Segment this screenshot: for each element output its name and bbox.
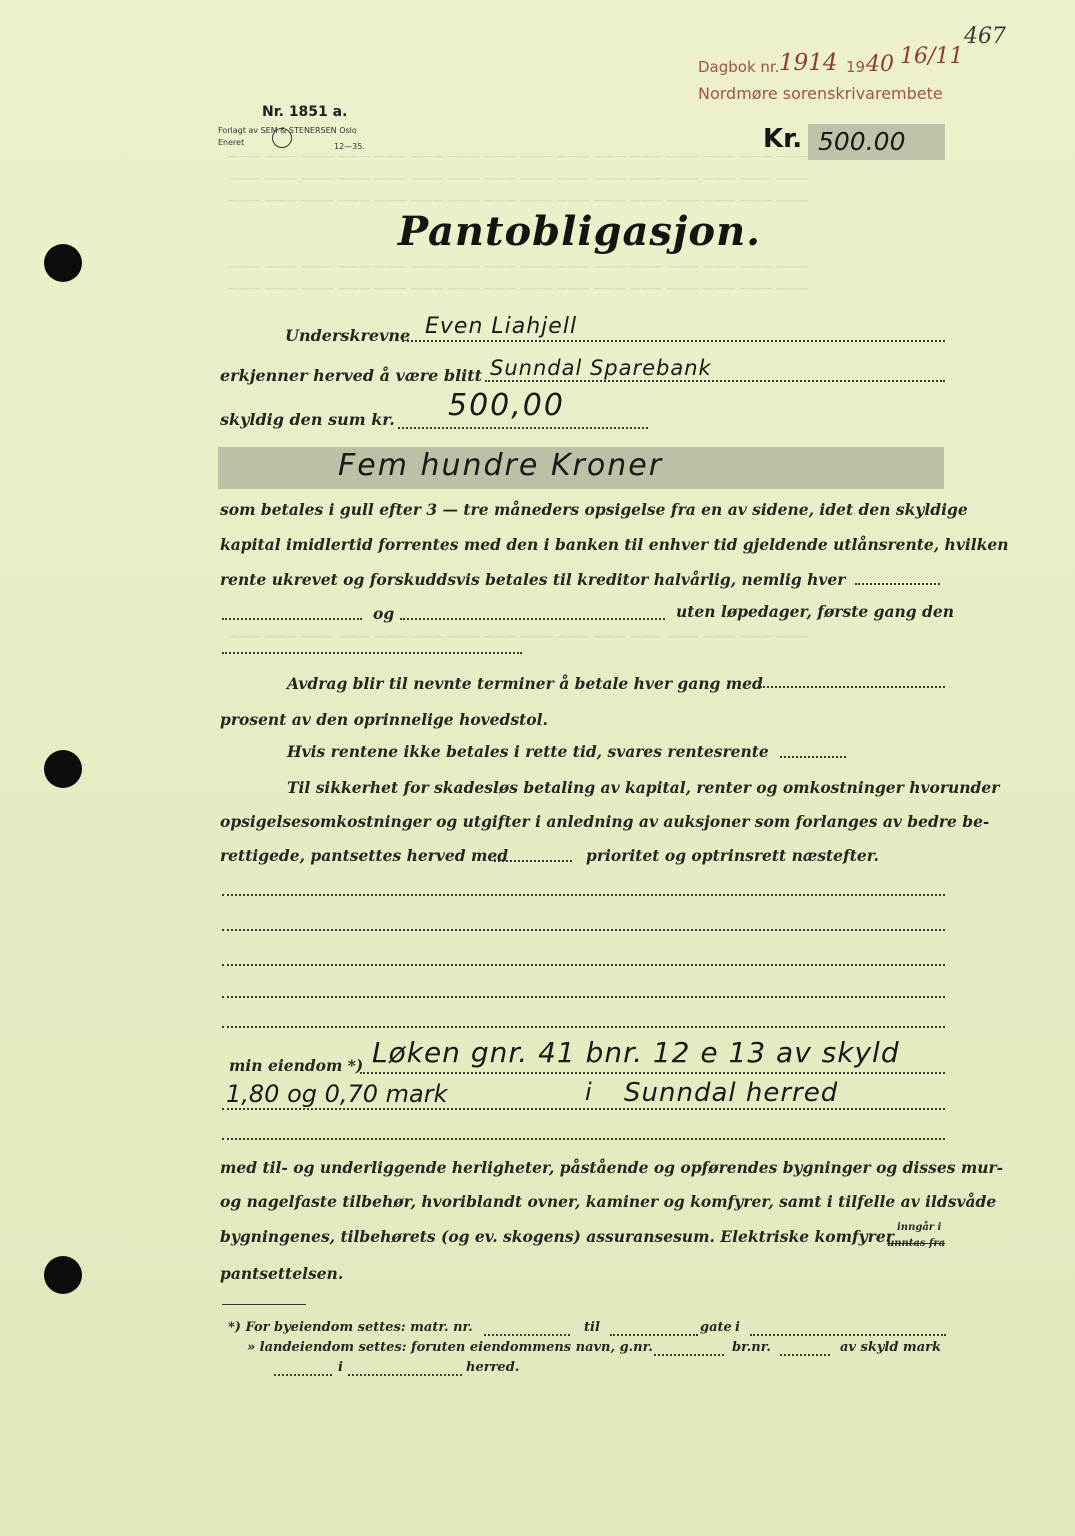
closing-line-3: bygningenes, tilbehørets (og ev. skogens) assuransesum. Elektriske komfyrer: [220, 1227, 894, 1246]
blank-line-5: [222, 1026, 945, 1028]
punch-hole-top: [44, 244, 82, 282]
stamp-date: 16/11: [900, 44, 964, 69]
security-line-2: opsigelsesomkostninger og utgifter i anledning av auksjoner som forlanges av bedre be-: [220, 812, 990, 831]
property-dots-2: [222, 1108, 945, 1110]
kr-amount-value: 500.00: [818, 127, 906, 156]
publisher-city: Oslo: [339, 126, 357, 135]
rente-dots: [780, 756, 846, 758]
year-prefix: 19: [846, 58, 866, 76]
blank-line-2: [222, 929, 945, 931]
creditor-name: Sunndal Sparebank: [490, 356, 712, 380]
priority-dots: [494, 860, 572, 862]
security-line-3b: prioritet og optrinsrett næstefter.: [586, 846, 879, 865]
sum-in-words: Fem hundre Kroner: [338, 448, 664, 483]
kr-label: Kr.: [763, 124, 803, 154]
property-dots-3: [222, 1138, 945, 1140]
avdrag-dots: [760, 686, 945, 688]
sum-dots: [398, 427, 648, 429]
court-office: Nordmøre sorenskrivarembete: [698, 84, 943, 103]
footnote-dots-5: [780, 1354, 830, 1356]
footnote-line-3a: i: [338, 1360, 343, 1375]
terms-line-3: rente ukrevet og forskuddsvis betales til kreditor halvårlig, nemlig hver: [220, 570, 846, 589]
footnote-line-1c: gate: [700, 1320, 732, 1335]
debtor-name: Even Liahjell: [425, 314, 578, 339]
footnote-line-2b: br.nr.: [732, 1340, 771, 1355]
terms-line-4: uten løpedager, første gang den: [676, 602, 954, 621]
rente-line: Hvis rentene ikke betales i rette tid, svares rentesrente: [287, 742, 769, 761]
footnote-line-1a: *) For byeiendom settes: matr. nr.: [228, 1320, 473, 1335]
blank-line-4: [222, 996, 945, 998]
footnote-line-1b: til: [584, 1320, 600, 1335]
show-through-text: ——— ——— ——— ——— ——— ——— ——— ——— ——— ——— ——— ——— ——— ——— ——— ———: [228, 150, 809, 163]
creditor-label: erkjenner herved å være blitt: [220, 366, 483, 385]
terms-line-1: som betales i gull efter 3 — tre måneders opsigelse fra en av sidene, idet den skyldige: [220, 500, 968, 519]
closing-line-1: med til- og underliggende herligheter, påstående og opførendes bygninger og disses mur-: [220, 1158, 1004, 1177]
sum-value: 500,00: [448, 388, 565, 423]
footnote-line-3b: herred.: [466, 1360, 520, 1375]
footnote-line-1d: i: [735, 1320, 740, 1335]
terms-line-2: kapital imidlertid forrentes med den i banken til enhver tid gjeldende utlånsrente, hvilken: [220, 535, 1009, 554]
punch-hole-bottom: [44, 1256, 82, 1294]
blank-line-1: [222, 894, 945, 896]
show-through-text: ——— ——— ——— ——— ——— ——— ——— ——— ——— ——— ——— ——— ——— ——— ——— ———: [228, 172, 809, 185]
property-dots-1: [360, 1072, 945, 1074]
publisher-eneret: Eneret: [218, 138, 245, 147]
document-title: Pantobligasjon.: [398, 208, 762, 255]
closing-line-4: pantsettelsen.: [220, 1264, 344, 1283]
punch-hole-middle: [44, 750, 82, 788]
show-through-text: ——— ——— ——— ——— ——— ——— ——— ——— ——— ——— ——— ——— ——— ——— ——— ———: [228, 260, 809, 273]
avdrag-line: Avdrag blir til nevnte terminer å betale hver gang med: [287, 674, 763, 693]
terms-line-4-dots-a: [222, 618, 362, 620]
folio-number: 467: [964, 24, 1006, 49]
show-through-text: ——— ——— ——— ——— ——— ——— ——— ——— ——— ——— ——— ——— ——— ——— ——— ———: [228, 630, 809, 643]
property-line-1: Løken gnr. 41 bnr. 12 e 13 av skyld: [372, 1036, 900, 1069]
dagbok-number: 1914: [779, 50, 838, 76]
terms-og: og: [373, 604, 395, 623]
unntas-option: unntas fra: [887, 1238, 946, 1249]
form-number: Nr. 1851 a.: [262, 104, 348, 120]
footnote-dots-1: [484, 1334, 570, 1336]
footnote-dots-6: [274, 1374, 332, 1376]
sum-label: skyldig den sum kr.: [220, 410, 395, 429]
debtor-dots: [402, 340, 945, 342]
property-line-2a: 1,80 og 0,70 mark: [226, 1080, 448, 1108]
prosent-line: prosent av den oprinnelige hovedstol.: [220, 710, 548, 729]
property-line-2b: i: [585, 1078, 592, 1106]
dagbok-label: Dagbok nr.: [698, 58, 780, 76]
footnote-dots-3: [750, 1334, 946, 1336]
year-suffix: 40: [866, 52, 894, 77]
terms-line-4-dots-b: [400, 618, 665, 620]
publisher-date: 12—35.: [334, 142, 365, 151]
footnote-dots-4: [654, 1354, 724, 1356]
inngaar-option: inngår i: [897, 1222, 942, 1233]
terms-line-5-dots: [222, 652, 522, 654]
publisher-logo: [272, 128, 292, 148]
footnote-line-2a: » landeiendom settes: foruten eiendommens navn, g.nr.: [247, 1340, 653, 1355]
publisher-name: Forlagt av SEM & STENERSEN: [218, 126, 340, 135]
terms-line-3-dots: [855, 583, 940, 585]
footnote-dots-7: [348, 1374, 462, 1376]
creditor-dots: [485, 380, 945, 382]
property-line-2c: Sunndal herred: [624, 1078, 839, 1108]
closing-line-2: og nagelfaste tilbehør, hvoriblandt ovner, kaminer og komfyrer, samt i tilfelle av ildsvåde: [220, 1192, 997, 1211]
show-through-text: ——— ——— ——— ——— ——— ——— ——— ——— ——— ——— ——— ——— ——— ——— ——— ———: [228, 282, 809, 295]
blank-line-3: [222, 964, 945, 966]
security-line-3a: rettigede, pantsettes herved med: [220, 846, 509, 865]
footnote-rule: [222, 1304, 306, 1305]
property-label: min eiendom *): [229, 1056, 364, 1075]
security-line-1: Til sikkerhet for skadesløs betaling av kapital, renter og omkostninger hvorunder: [287, 778, 1000, 797]
show-through-text: ——— ——— ——— ——— ——— ——— ——— ——— ——— ——— ——— ——— ——— ——— ——— ———: [228, 194, 809, 207]
debtor-label: Underskrevne: [285, 326, 411, 345]
footnote-line-2c: av skyld mark: [840, 1340, 941, 1355]
footnote-dots-2: [610, 1334, 698, 1336]
